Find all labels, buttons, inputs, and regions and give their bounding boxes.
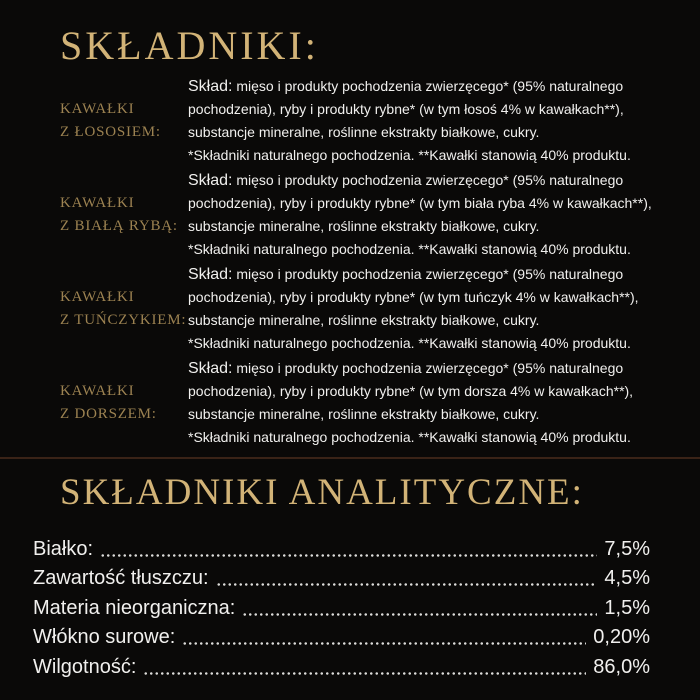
variant-label-line2: Z BIAŁĄ RYBĄ:	[60, 217, 178, 234]
variant-label-line2: Z DORSZEM:	[60, 405, 157, 422]
composition-text-cod	[188, 357, 684, 449]
composition-body: mięso i produkty pochodzenia zwierzęcego* (95% naturalnego pochodzenia), ryby i produkty rybne* (w tym tuńczyk 4% w kawałkach**), substancje mineralne, roślinne ekstrakty białkowe, cukry.	[188, 265, 639, 328]
composition-body: mięso i produkty pochodzenia zwierzęcego* (95% naturalnego pochodzenia), ryby i produkty rybne* (w tym biała ryba 4% w kawałkach**), substancje mineralne, roślinne ekstrakty białkowe, cukry.	[188, 171, 652, 234]
analytical-row-inorganic	[33, 590, 650, 620]
variant-label-salmon	[60, 98, 188, 145]
composition-body: mięso i produkty pochodzenia zwierzęcego* (95% naturalnego pochodzenia), ryby i produkty rybne* (w tym dorsza 4% w kawałkach**), substancje mineralne, roślinne ekstrakty białkowe, cukry.	[188, 359, 634, 422]
nutrient-label: Białko:	[33, 537, 94, 560]
variant-label-line1: KAWAŁKI	[60, 382, 135, 399]
nutrient-value: 0,20%	[593, 626, 650, 649]
analytical-table	[33, 531, 650, 679]
analytical-row-fibre	[33, 620, 650, 650]
composition-footnote: *Składniki naturalnego pochodzenia. **Kawałki stanowią 40% produktu.	[188, 428, 631, 445]
variant-label-tuna	[60, 286, 188, 333]
analytical-section	[0, 459, 700, 679]
nutrient-value: 86,0%	[593, 655, 650, 678]
composition-text-whitefish	[188, 169, 684, 261]
dotted-leader	[143, 667, 586, 675]
composition-text-salmon	[188, 75, 684, 167]
nutrient-label: Materia nieorganiczna:	[33, 596, 236, 619]
variant-label-whitefish	[60, 192, 188, 239]
nutrient-value: 1,5%	[604, 596, 650, 619]
nutrient-label: Włókno surowe:	[33, 626, 176, 649]
variant-label-line2: Z TUŃCZYKIEM:	[60, 311, 187, 328]
ingredient-section-salmon	[60, 75, 684, 167]
dotted-leader	[100, 549, 597, 557]
composition-lead: Skład:	[188, 77, 233, 95]
analytical-row-moisture	[33, 649, 650, 679]
analytical-title: SKŁADNIKI ANALITYCZNE:	[60, 471, 584, 513]
composition-body: mięso i produkty pochodzenia zwierzęcego* (95% naturalnego pochodzenia), ryby i produkty rybne* (w tym łosoś 4% w kawałkach**), substancje mineralne, roślinne ekstrakty białkowe, cukry.	[188, 77, 624, 140]
composition-lead: Skład:	[188, 265, 233, 283]
composition-footnote: *Składniki naturalnego pochodzenia. **Kawałki stanowią 40% produktu.	[188, 240, 631, 257]
dotted-leader	[242, 608, 597, 616]
composition-text-tuna	[188, 263, 684, 355]
dotted-leader	[182, 637, 586, 645]
composition-footnote: *Składniki naturalnego pochodzenia. **Kawałki stanowią 40% produktu.	[188, 334, 631, 351]
variant-label-line2: Z ŁOSOSIEM:	[60, 123, 161, 140]
ingredient-section-whitefish	[60, 169, 684, 261]
dotted-leader	[216, 578, 598, 586]
variant-label-line1: KAWAŁKI	[60, 194, 135, 211]
ingredient-section-cod	[60, 357, 684, 449]
composition-lead: Skład:	[188, 171, 233, 189]
ingredient-section-tuna	[60, 263, 684, 355]
variant-label-line1: KAWAŁKI	[60, 100, 135, 117]
nutrient-label: Zawartość tłuszczu:	[33, 567, 209, 590]
analytical-row-protein	[33, 531, 650, 561]
nutrient-value: 7,5%	[604, 537, 650, 560]
analytical-row-fat	[33, 561, 650, 591]
composition-footnote: *Składniki naturalnego pochodzenia. **Kawałki stanowią 40% produktu.	[188, 146, 631, 163]
nutrient-value: 4,5%	[604, 567, 650, 590]
composition-lead: Skład:	[188, 359, 233, 377]
variant-label-cod	[60, 380, 188, 427]
variant-label-line1: KAWAŁKI	[60, 288, 135, 305]
nutrient-label: Wilgotność:	[33, 655, 137, 678]
ingredients-title: SKŁADNIKI:	[60, 23, 319, 68]
